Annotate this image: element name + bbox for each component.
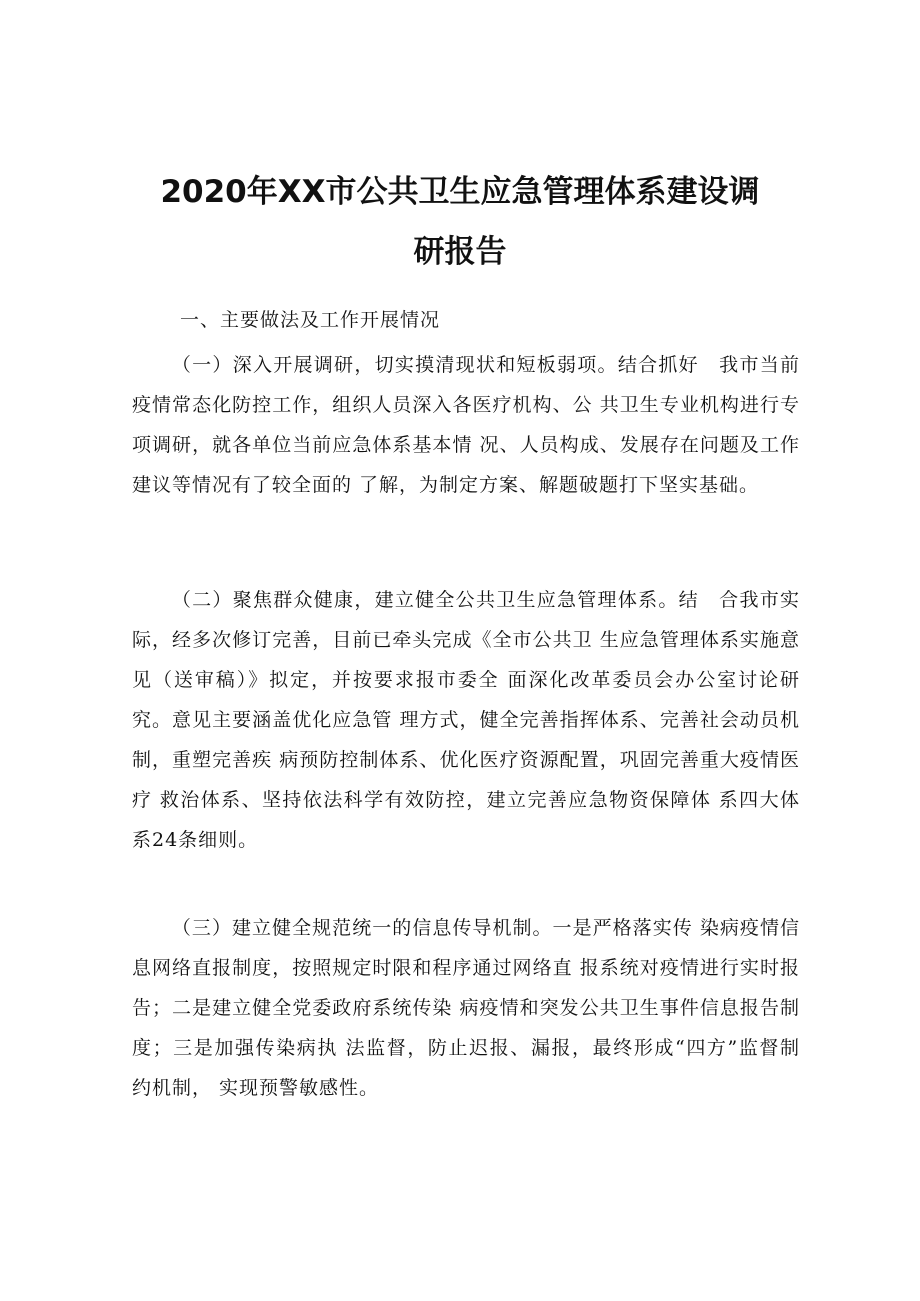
paragraph-2: （二）聚焦群众健康，建立健全公共卫生应急管理体系。结 合我市实际，经多次修订完善，目前已牵头完成《全市公共卫 生应急管理体系实施意见（送审稿）》拟定，并按要求报市委全 面深化改革委员会办公室讨论研究。意见主要涵盖优化应急管 理方式，健全完善指挥体系、完善社会动员机制，重塑完善疾 病预防控制体系、优化医疗资源配置，巩固完善重大疫情医疗 救治体系、坚持依法科学有效防控，建立完善应急物资保障体 系四大体系24条细则。 [132,589,800,851]
document-title-line-1: 2020年XX市公共卫生应急管理体系建设调 [160,174,760,210]
paragraph-3: （三）建立健全规范统一的信息传导机制。一是严格落实传 染病疫情信息网络直报制度，按照规定时限和程序通过网络直 报系统对疫情进行实时报告；二是建立健全党委政府系统传染 病疫情和突发公共卫生事件信息报告制度；三是加强传染病执 法监督，防止迟报、漏报，最终形成“四方”监督制约机制， 实现预警敏感性。 [132,917,800,1099]
document-title-line-2: 研报告 [413,234,507,270]
section-heading: 一、主要做法及工作开展情况 [180,309,441,331]
paragraph-1: （一）深入开展调研，切实摸清现状和短板弱项。结合抓好 我市当前疫情常态化防控工作，组织人员深入各医疗机构、公 共卫生专业机构进行专项调研，就各单位当前应急体系基本情 况、人员构成、发展存在问题及工作建议等情况有了较全面的 了解，为制定方案、解题破题打下坚实基础。 [132,354,800,496]
